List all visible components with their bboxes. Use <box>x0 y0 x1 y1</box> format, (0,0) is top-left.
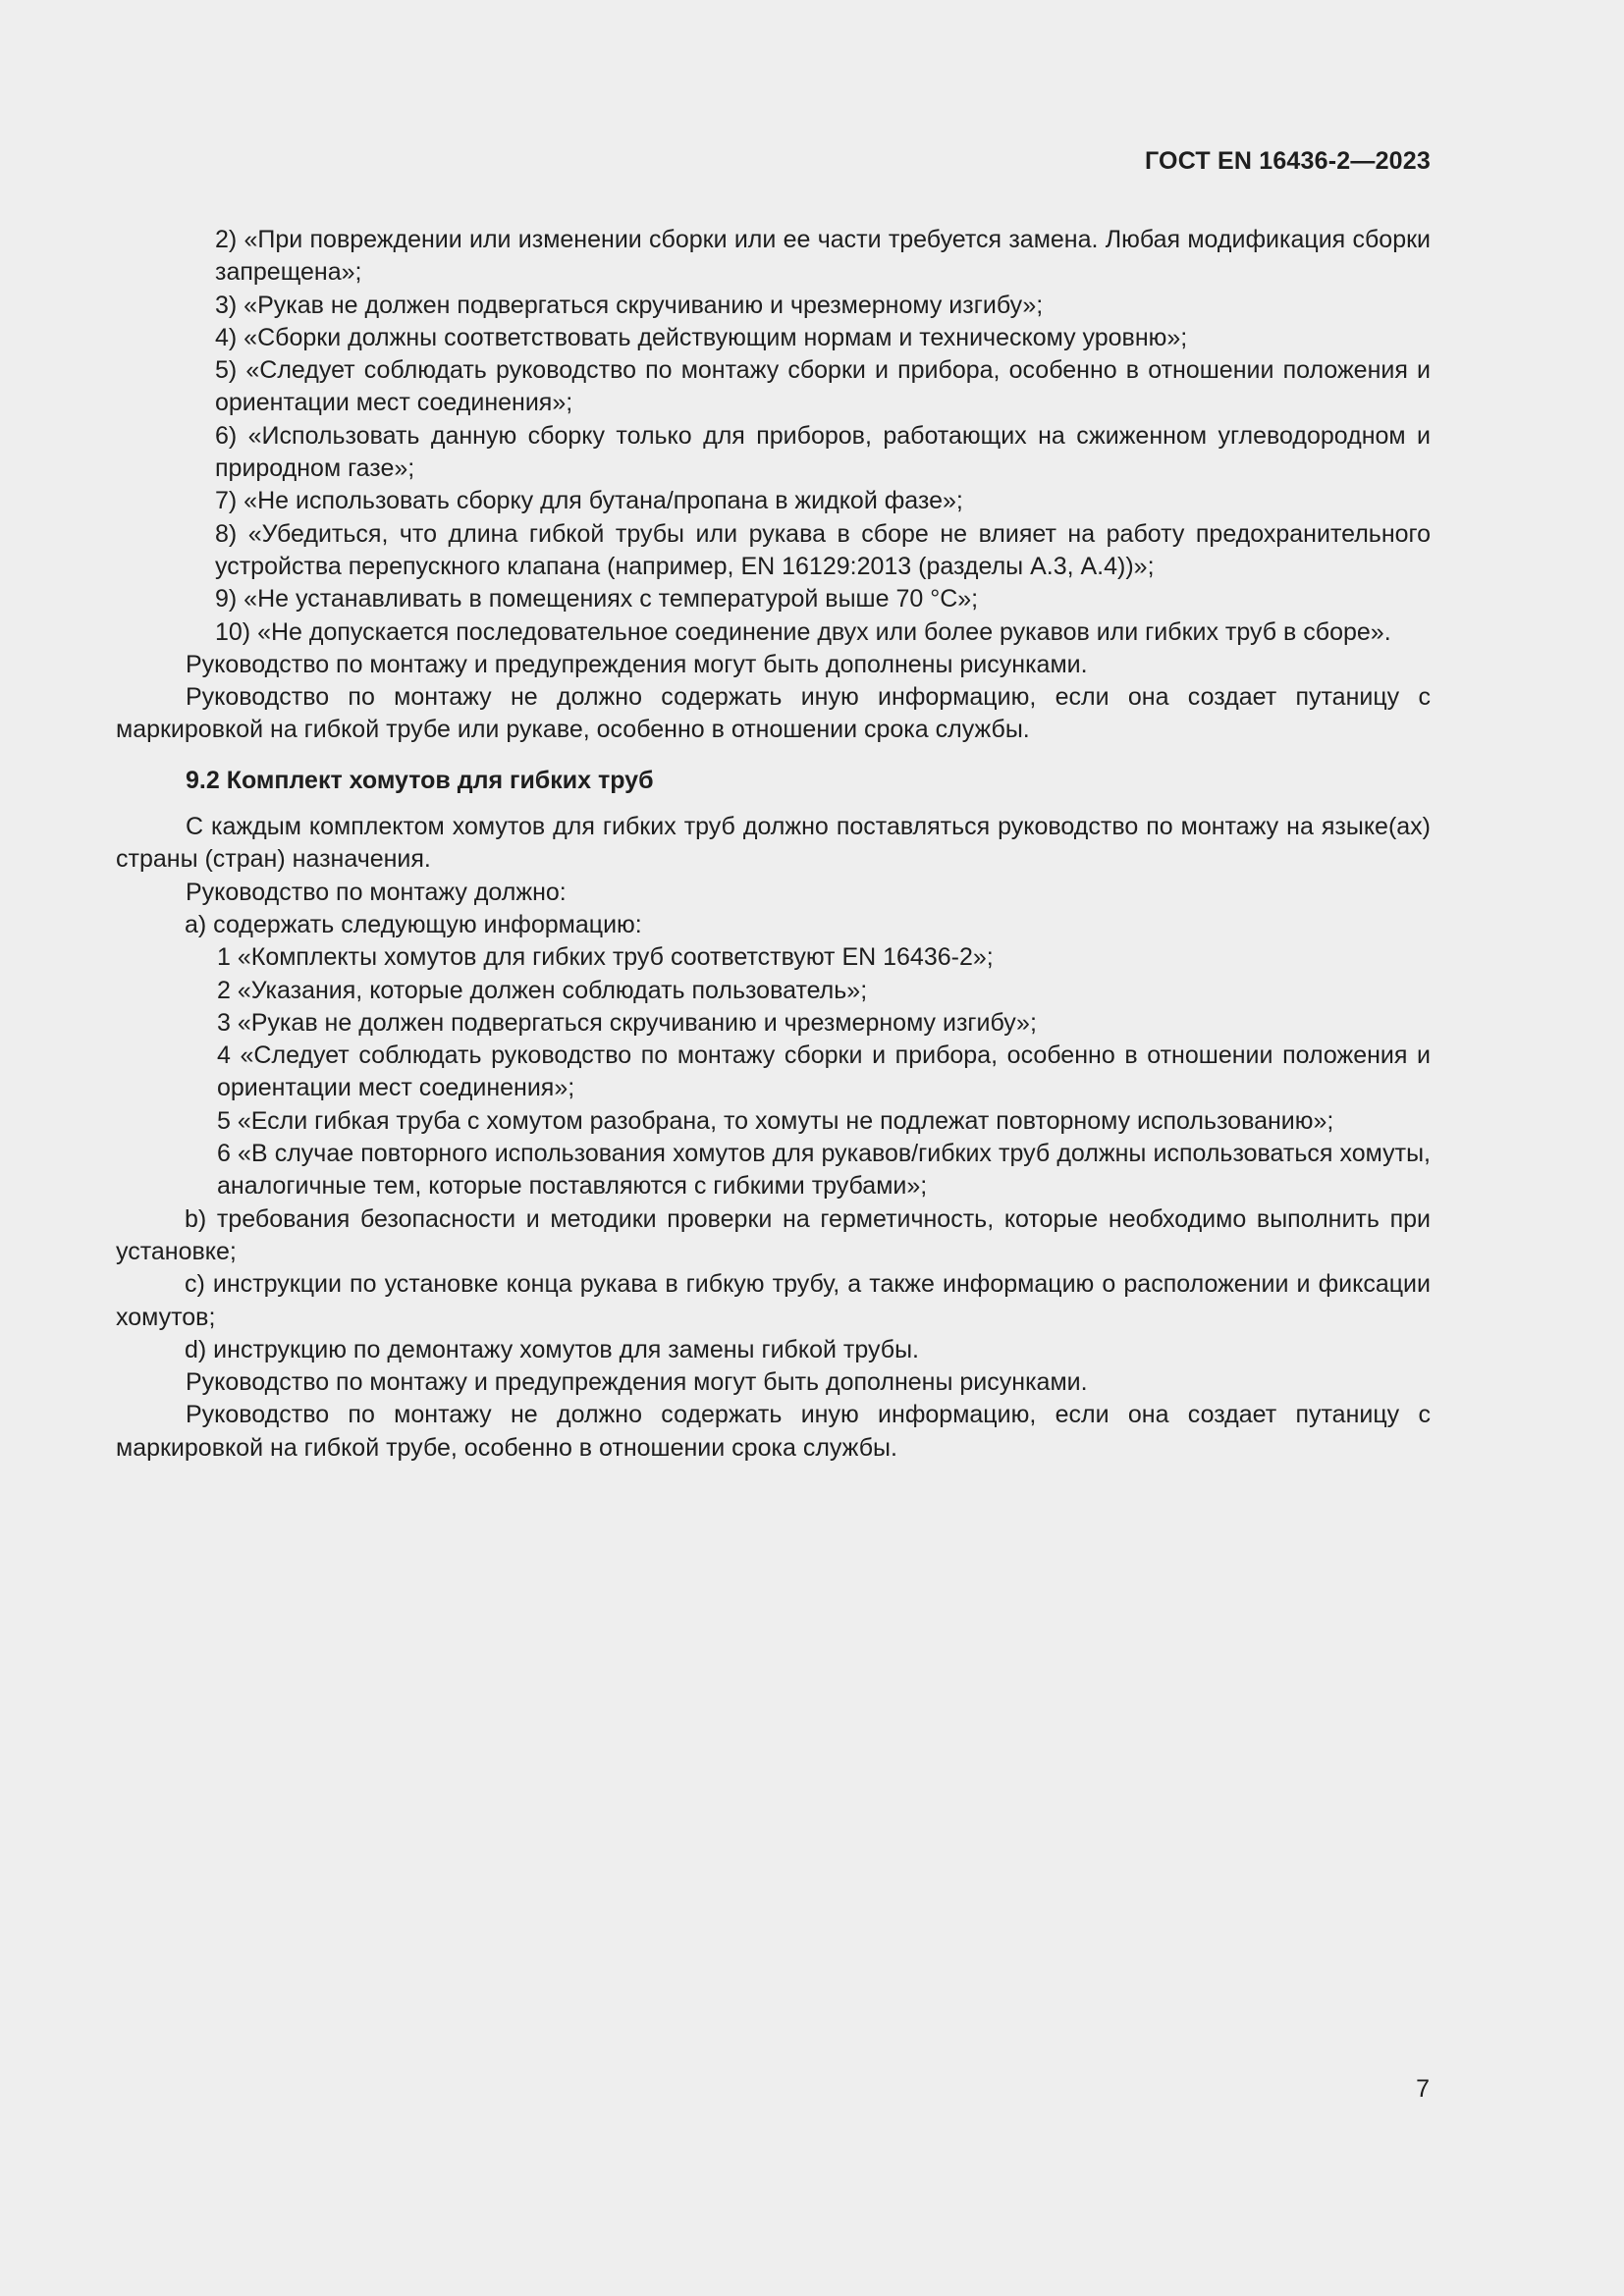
paragraph: Руководство по монтажу не должно содержать иную информацию, если она создает путаницу с маркировкой на гибкой трубе или рукаве, особенно в отношении срока службы. <box>116 683 1431 744</box>
list-item: а) содержать следующую информацию: <box>185 910 642 938</box>
list-item: d) инструкцию по демонтажу хомутов для замены гибкой трубы. <box>185 1335 919 1363</box>
list-item: 5) «Следует соблюдать руководство по монтажу сборки и прибора, особенно в отношении положения и ориентации мест соединения»; <box>215 356 1431 417</box>
section-heading: 9.2 Комплект хомутов для гибких труб <box>186 766 654 794</box>
list-item: 4) «Сборки должны соответствовать действующим нормам и техническому уровню»; <box>215 323 1188 351</box>
paragraph: С каждым комплектом хомутов для гибких труб должно поставляться руководство по монтажу на языке(ах) страны (стран) назначения. <box>116 813 1431 874</box>
list-item: c) инструкции по установке конца рукава в гибкую трубу, а также информацию о расположении и фиксации хомутов; <box>116 1270 1431 1331</box>
list-item: 10) «Не допускается последовательное соединение двух или более рукавов или гибких труб в сборе». <box>215 617 1391 646</box>
list-item: 3) «Рукав не должен подвергаться скручиванию и чрезмерному изгибу»; <box>215 291 1044 319</box>
sub-list-item: 2 «Указания, которые должен соблюдать пользователь»; <box>217 976 868 1004</box>
page-number: 7 <box>1416 2075 1430 2103</box>
paragraph: Руководство по монтажу должно: <box>186 878 567 906</box>
paragraph: Руководство по монтажу и предупреждения могут быть дополнены рисунками. <box>186 1368 1088 1397</box>
list-item: 9) «Не устанавливать в помещениях с температурой выше 70 °С»; <box>215 585 979 614</box>
paragraph: Руководство по монтажу и предупреждения могут быть дополнены рисунками. <box>186 650 1088 678</box>
sub-list-item: 3 «Рукав не должен подвергаться скручиванию и чрезмерному изгибу»; <box>217 1008 1037 1037</box>
document-header: ГОСТ EN 16436-2—2023 <box>1145 147 1431 175</box>
page-content <box>116 224 1431 1465</box>
list-item: 6) «Использовать данную сборку только для приборов, работающих на сжиженном углеводородном и природном газе»; <box>215 421 1431 483</box>
sub-list-item: 6 «В случае повторного использования хомутов для рукавов/гибких труб должны использоваться хомуты, аналогичные тем, которые поставляются с гибкими трубами»; <box>217 1140 1431 1201</box>
list-item: 2) «При повреждении или изменении сборки или ее части требуется замена. Любая модификация сборки запрещена»; <box>215 226 1431 287</box>
paragraph: Руководство по монтажу не должно содержать иную информацию, если она создает путаницу с маркировкой на гибкой трубе, особенно в отношении срока службы. <box>116 1401 1431 1462</box>
sub-list-item: 5 «Если гибкая труба с хомутом разобрана, то хомуты не подлежат повторному использованию»; <box>217 1106 1334 1135</box>
list-item: 8) «Убедиться, что длина гибкой трубы или рукава в сборе не влияет на работу предохранительного устройства перепускного клапана (например, EN 16129:2013 (разделы А.3, А.4))»; <box>215 519 1431 580</box>
list-item: 7) «Не использовать сборку для бутана/пропана в жидкой фазе»; <box>215 487 963 515</box>
list-item: b) требования безопасности и методики проверки на герметичность, которые необходимо выполнить при установке; <box>116 1204 1431 1265</box>
sub-list-item: 4 «Следует соблюдать руководство по монтажу сборки и прибора, особенно в отношении положения и ориентации мест соединения»; <box>217 1041 1431 1102</box>
sub-list-item: 1 «Комплекты хомутов для гибких труб соответствуют EN 16436-2»; <box>217 943 994 972</box>
